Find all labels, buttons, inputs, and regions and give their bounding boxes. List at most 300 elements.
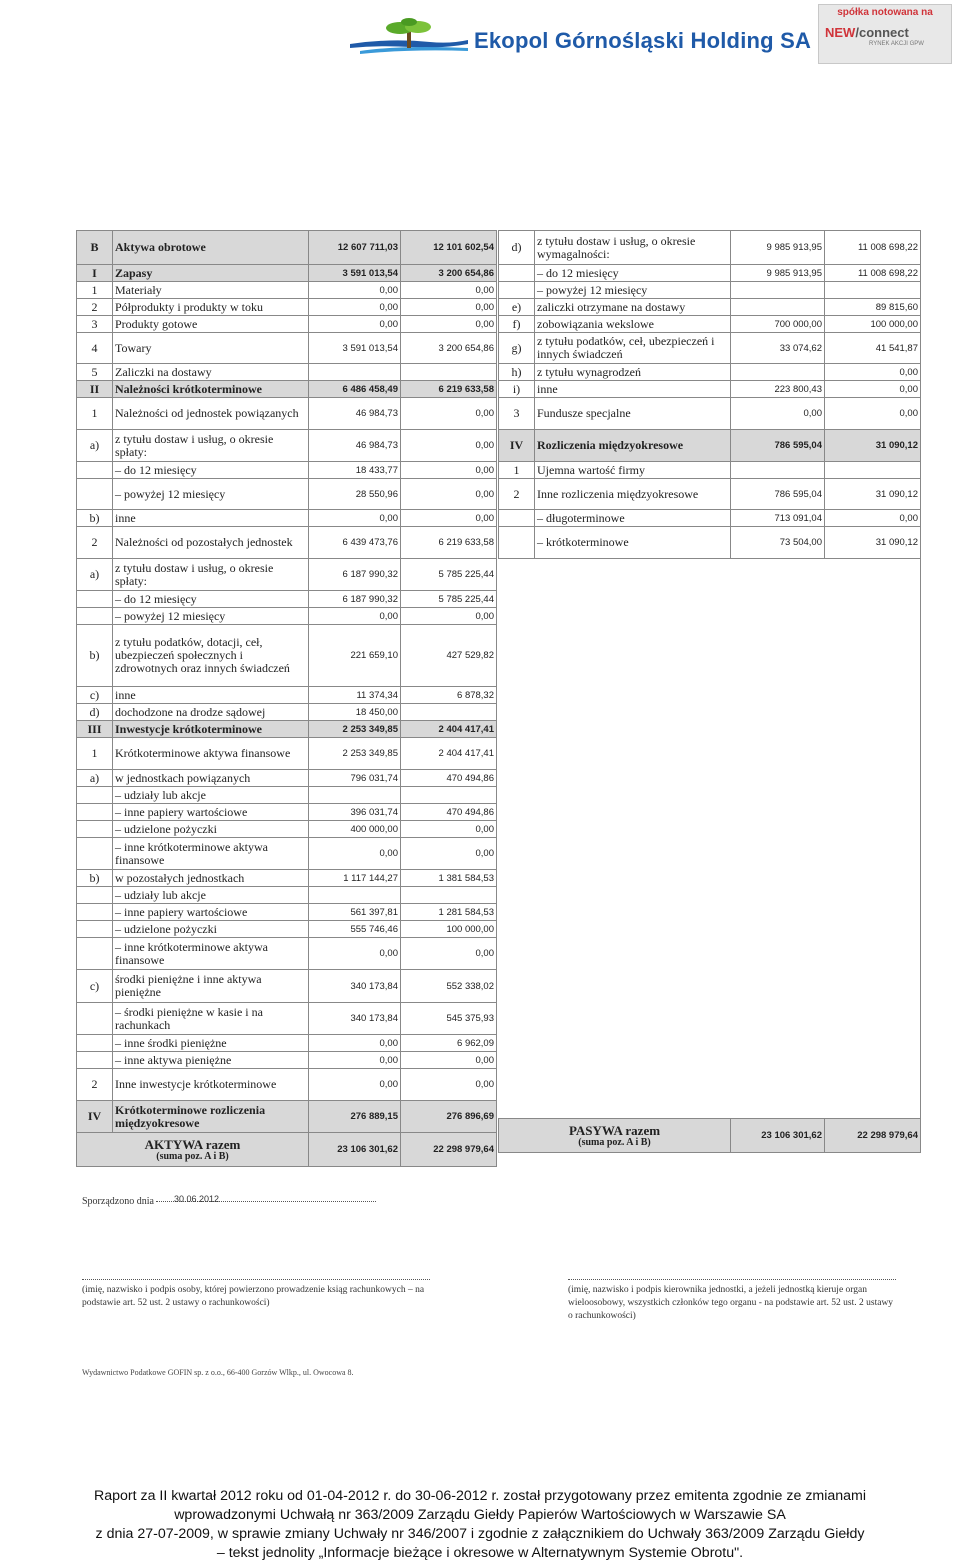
total-value-current: 23 106 301,62: [731, 1119, 825, 1153]
row-value-previous: 2 404 417,41: [401, 721, 497, 738]
row-value-previous: 3 200 654,86: [401, 265, 497, 282]
row-value-current: 12 607 711,03: [309, 231, 401, 265]
table-row: [77, 921, 497, 938]
row-code: b): [77, 870, 113, 887]
row-value-previous: 2 404 417,41: [401, 738, 497, 770]
signature-manager: [568, 1279, 896, 1323]
table-row: [77, 870, 497, 887]
row-value-current: 0,00: [731, 398, 825, 430]
listing-top-text: spółka notowana na: [837, 7, 933, 18]
row-value-previous: 0,00: [401, 282, 497, 299]
assets-table: [76, 230, 497, 1167]
row-value-previous: [401, 887, 497, 904]
row-value-previous: 0,00: [401, 510, 497, 527]
ekopol-tree-logo-icon: [350, 18, 470, 58]
table-row: [499, 265, 921, 282]
signature-accountant: [82, 1279, 430, 1310]
row-value-current: 223 800,43: [731, 381, 825, 398]
row-value-current: [731, 299, 825, 316]
table-row: [77, 838, 497, 870]
total-row: [499, 1119, 921, 1153]
row-label: Inne rozliczenia międzyokresowe: [535, 479, 731, 510]
table-row: [77, 1069, 497, 1101]
row-value-current: 713 091,04: [731, 510, 825, 527]
row-label: – do 12 miesięcy: [113, 591, 309, 608]
row-value-previous: 31 090,12: [825, 479, 921, 510]
row-value-current: [731, 462, 825, 479]
row-value-current: 0,00: [309, 1035, 401, 1052]
row-code: a): [77, 770, 113, 787]
row-code: d): [77, 704, 113, 721]
signature-manager-text: (imię, nazwisko i podpis kierownika jednostki, a jeżeli jednostką kieruje organ wieloosobowy, wszystkich członków tego organu - na podstawie art. 52 ust. 2 ustawy o rachunkowości): [568, 1285, 894, 1321]
row-value-current: [309, 364, 401, 381]
total-value-previous: 22 298 979,64: [825, 1119, 921, 1153]
row-value-previous: 6 878,32: [401, 687, 497, 704]
row-code: I: [77, 265, 113, 282]
footer-line-2: wprowadzonymi Uchwałą nr 363/2009 Zarządu Giełdy Papierów Wartościowych w Warszawie SA: [174, 1507, 786, 1523]
row-label: – środki pieniężne w kasie i na rachunkach: [113, 1003, 309, 1035]
row-value-previous: 1 381 584,53: [401, 870, 497, 887]
row-code: b): [77, 625, 113, 687]
row-value-previous: 12 101 602,54: [401, 231, 497, 265]
row-value-previous: 0,00: [401, 938, 497, 970]
row-label: z tytułu dostaw i usług, o okresie wymagalności:: [535, 231, 731, 265]
row-value-current: 400 000,00: [309, 821, 401, 838]
row-value-current: 46 984,73: [309, 430, 401, 462]
prepared-date: 30.06.2012: [174, 1194, 220, 1204]
signature-line: [82, 1279, 430, 1280]
row-code: 3: [77, 316, 113, 333]
row-value-previous: 0,00: [401, 1069, 497, 1101]
row-value-current: 276 889,15: [309, 1101, 401, 1133]
row-value-current: 18 433,77: [309, 462, 401, 479]
table-row: [77, 510, 497, 527]
row-label: Produkty gotowe: [113, 316, 309, 333]
row-label: Fundusze specjalne: [535, 398, 731, 430]
table-row: [77, 231, 497, 265]
table-row: [77, 887, 497, 904]
row-value-previous: 0,00: [825, 510, 921, 527]
signature-line: [568, 1279, 896, 1280]
row-value-current: 46 984,73: [309, 398, 401, 430]
row-code: 2: [77, 299, 113, 316]
row-code: [77, 1003, 113, 1035]
listing-main-suffix: connect: [858, 25, 909, 40]
row-value-current: 0,00: [309, 510, 401, 527]
row-label: – inne krótkoterminowe aktywa finansowe: [113, 938, 309, 970]
row-value-previous: 5 785 225,44: [401, 559, 497, 591]
row-value-previous: 11 008 698,22: [825, 265, 921, 282]
row-value-previous: 41 541,87: [825, 333, 921, 364]
row-value-current: 73 504,00: [731, 527, 825, 559]
row-label: z tytułu dostaw i usług, o okresie spłaty:: [113, 430, 309, 462]
row-value-current: 221 659,10: [309, 625, 401, 687]
listing-main-text: NEW/connect: [825, 25, 909, 40]
table-row: [77, 316, 497, 333]
table-row: [499, 381, 921, 398]
row-value-previous: 6 962,09: [401, 1035, 497, 1052]
row-label: Towary: [113, 333, 309, 364]
listing-main-prefix: NEW: [825, 25, 856, 40]
row-label: z tytułu wynagrodzeń: [535, 364, 731, 381]
row-value-current: 18 450,00: [309, 704, 401, 721]
table-row: [499, 430, 921, 462]
row-label: – powyżej 12 miesięcy: [113, 479, 309, 510]
row-value-previous: 1 281 584,53: [401, 904, 497, 921]
total-label-cell: [77, 1133, 309, 1167]
row-code: a): [77, 559, 113, 591]
row-value-current: 11 374,34: [309, 687, 401, 704]
row-value-current: 0,00: [309, 1069, 401, 1101]
row-code: f): [499, 316, 535, 333]
table-row: [77, 265, 497, 282]
row-label: inne: [535, 381, 731, 398]
table-row: [77, 1052, 497, 1069]
row-value-previous: 0,00: [825, 364, 921, 381]
row-value-current: 9 985 913,95: [731, 265, 825, 282]
row-value-current: 6 439 473,76: [309, 527, 401, 559]
table-row: [499, 282, 921, 299]
table-row: [77, 608, 497, 625]
empty-filler-cell: [499, 559, 921, 1119]
row-code: 3: [499, 398, 535, 430]
row-code: B: [77, 231, 113, 265]
row-value-previous: [401, 364, 497, 381]
total-label: AKTYWA razem: [144, 1136, 241, 1152]
row-code: d): [499, 231, 535, 265]
table-row: [77, 282, 497, 299]
row-label: zobowiązania wekslowe: [535, 316, 731, 333]
total-value-previous: 22 298 979,64: [401, 1133, 497, 1167]
row-code: [499, 265, 535, 282]
liabilities-table: [498, 230, 921, 1153]
total-label-cell: [499, 1119, 731, 1153]
table-row: [77, 591, 497, 608]
row-value-current: 3 591 013,54: [309, 333, 401, 364]
footer-line-3: z dnia 27-07-2009, w sprawie zmiany Uchwały nr 346/2007 i zgodnie z załącznikiem do Uchwały 363/2009 Zarządu Giełdy: [95, 1526, 865, 1542]
row-label: Należności od jednostek powiązanych: [113, 398, 309, 430]
row-label: Półprodukty i produkty w toku: [113, 299, 309, 316]
total-value-current: 23 106 301,62: [309, 1133, 401, 1167]
row-value-current: 561 397,81: [309, 904, 401, 921]
row-code: IV: [499, 430, 535, 462]
row-value-current: [731, 364, 825, 381]
row-value-current: 1 117 144,27: [309, 870, 401, 887]
row-code: IV: [77, 1101, 113, 1133]
table-row: [77, 381, 497, 398]
row-value-previous: 0,00: [825, 381, 921, 398]
row-code: 2: [77, 1069, 113, 1101]
row-label: – udzielone pożyczki: [113, 821, 309, 838]
row-code: 1: [77, 398, 113, 430]
row-code: [77, 1035, 113, 1052]
row-value-previous: 100 000,00: [401, 921, 497, 938]
newconnect-logo: [818, 4, 952, 64]
row-value-current: 6 187 990,32: [309, 559, 401, 591]
row-value-previous: 0,00: [825, 398, 921, 430]
row-label: inne: [113, 687, 309, 704]
row-code: 1: [499, 462, 535, 479]
table-row: [77, 970, 497, 1003]
row-value-previous: 6 219 633,58: [401, 381, 497, 398]
table-row: [77, 704, 497, 721]
row-value-previous: 0,00: [401, 1052, 497, 1069]
row-label: Materiały: [113, 282, 309, 299]
row-value-previous: 0,00: [401, 398, 497, 430]
row-label: Krótkoterminowe rozliczenia międzyokresowe: [113, 1101, 309, 1133]
row-code: [499, 282, 535, 299]
row-label: – do 12 miesięcy: [535, 265, 731, 282]
row-code: [499, 510, 535, 527]
row-label: – długoterminowe: [535, 510, 731, 527]
row-value-current: 6 187 990,32: [309, 591, 401, 608]
row-value-current: 396 031,74: [309, 804, 401, 821]
row-value-previous: 89 815,60: [825, 299, 921, 316]
table-row: [499, 316, 921, 333]
publisher-note: Wydawnictwo Podatkowe GOFIN sp. z o.o., 66-400 Gorzów Wlkp., ul. Owocowa 8.: [82, 1368, 354, 1377]
row-code: 1: [77, 738, 113, 770]
row-value-previous: 5 785 225,44: [401, 591, 497, 608]
row-value-current: 796 031,74: [309, 770, 401, 787]
row-value-current: 3 591 013,54: [309, 265, 401, 282]
row-code: b): [77, 510, 113, 527]
row-value-previous: 0,00: [401, 479, 497, 510]
table-row: [77, 462, 497, 479]
row-value-previous: 545 375,93: [401, 1003, 497, 1035]
row-code: [77, 921, 113, 938]
row-label: Zaliczki na dostawy: [113, 364, 309, 381]
row-value-current: 786 595,04: [731, 430, 825, 462]
table-row: [499, 299, 921, 316]
row-label: Inne inwestycje krótkoterminowe: [113, 1069, 309, 1101]
row-value-previous: 11 008 698,22: [825, 231, 921, 265]
table-row: [77, 1003, 497, 1035]
row-label: Aktywa obrotowe: [113, 231, 309, 265]
row-label: z tytułu podatków, ceł, ubezpieczeń i innych świadczeń: [535, 333, 731, 364]
row-code: III: [77, 721, 113, 738]
table-row: [77, 559, 497, 591]
row-value-current: 0,00: [309, 838, 401, 870]
table-row: [77, 904, 497, 921]
row-label: – udzielone pożyczki: [113, 921, 309, 938]
row-code: [77, 608, 113, 625]
table-row: [77, 1035, 497, 1052]
row-value-previous: 0,00: [401, 316, 497, 333]
row-value-previous: 0,00: [401, 821, 497, 838]
table-row: [77, 721, 497, 738]
total-sublabel: (suma poz. A i B): [578, 1136, 651, 1148]
table-row: [77, 821, 497, 838]
table-row: [499, 333, 921, 364]
table-row: [499, 510, 921, 527]
row-code: [77, 479, 113, 510]
table-row: [77, 687, 497, 704]
row-label: – do 12 miesięcy: [113, 462, 309, 479]
row-label: zaliczki otrzymane na dostawy: [535, 299, 731, 316]
row-label: inne: [113, 510, 309, 527]
total-row: [77, 1133, 497, 1167]
row-code: [499, 527, 535, 559]
row-code: 5: [77, 364, 113, 381]
row-code: c): [77, 687, 113, 704]
table-row: [77, 479, 497, 510]
table-row: [77, 738, 497, 770]
table-row: [77, 333, 497, 364]
row-value-current: 786 595,04: [731, 479, 825, 510]
table-row: [77, 787, 497, 804]
row-code: [77, 462, 113, 479]
row-label: Należności krótkoterminowe: [113, 381, 309, 398]
table-row: [77, 364, 497, 381]
row-value-current: 9 985 913,95: [731, 231, 825, 265]
row-value-previous: [825, 282, 921, 299]
row-value-previous: 470 494,86: [401, 804, 497, 821]
row-value-current: 33 074,62: [731, 333, 825, 364]
row-code: [77, 787, 113, 804]
row-label: – powyżej 12 miesięcy: [113, 608, 309, 625]
row-value-previous: [401, 704, 497, 721]
row-label: Ujemna wartość firmy: [535, 462, 731, 479]
row-value-current: 0,00: [309, 938, 401, 970]
row-value-previous: 0,00: [401, 462, 497, 479]
row-code: e): [499, 299, 535, 316]
total-label: PASYWA razem: [568, 1122, 661, 1138]
row-value-previous: 6 219 633,58: [401, 527, 497, 559]
row-label: – udziały lub akcje: [113, 787, 309, 804]
listing-sub-text: RYNEK AKCJI GPW: [869, 41, 924, 47]
row-label: środki pieniężne i inne aktywa pieniężne: [113, 970, 309, 1003]
row-value-previous: 31 090,12: [825, 527, 921, 559]
row-label: – powyżej 12 miesięcy: [535, 282, 731, 299]
total-sublabel: (suma poz. A i B): [156, 1150, 229, 1162]
row-value-previous: 0,00: [401, 608, 497, 625]
row-code: [77, 938, 113, 970]
row-value-previous: 0,00: [401, 838, 497, 870]
table-row: [77, 1101, 497, 1133]
row-label: Inwestycje krótkoterminowe: [113, 721, 309, 738]
row-value-previous: 427 529,82: [401, 625, 497, 687]
table-row: [77, 804, 497, 821]
row-code: [77, 838, 113, 870]
row-code: h): [499, 364, 535, 381]
table-row: [499, 364, 921, 381]
table-row: [77, 625, 497, 687]
row-code: [77, 591, 113, 608]
row-value-current: 0,00: [309, 316, 401, 333]
table-row: [499, 479, 921, 510]
company-name: Ekopol Górnośląski Holding SA: [474, 28, 812, 53]
row-value-current: [731, 282, 825, 299]
row-value-previous: 31 090,12: [825, 430, 921, 462]
row-value-previous: 3 200 654,86: [401, 333, 497, 364]
row-label: – inne środki pieniężne: [113, 1035, 309, 1052]
row-label: Zapasy: [113, 265, 309, 282]
row-value-current: 2 253 349,85: [309, 721, 401, 738]
row-label: – udziały lub akcje: [113, 887, 309, 904]
row-value-current: 6 486 458,49: [309, 381, 401, 398]
table-row: [77, 527, 497, 559]
row-value-current: 28 550,96: [309, 479, 401, 510]
row-code: II: [77, 381, 113, 398]
row-code: [77, 887, 113, 904]
row-value-current: 0,00: [309, 608, 401, 625]
prepared-date-line: [82, 1196, 376, 1207]
row-value-current: 555 746,46: [309, 921, 401, 938]
footer-line-1: Raport za II kwartał 2012 roku od 01-04-2012 r. do 30-06-2012 r. został przygotowany przez emitenta zgodnie ze zmianami: [93, 1488, 867, 1504]
row-code: 2: [499, 479, 535, 510]
table-row: [77, 770, 497, 787]
empty-filler-row: [499, 559, 921, 1119]
row-code: [77, 804, 113, 821]
prepared-label: Sporządzono dnia: [82, 1196, 154, 1207]
row-label: – inne krótkoterminowe aktywa finansowe: [113, 838, 309, 870]
row-code: [77, 904, 113, 921]
table-row: [77, 430, 497, 462]
row-label: Rozliczenia międzyokresowe: [535, 430, 731, 462]
row-label: dochodzone na drodze sądowej: [113, 704, 309, 721]
row-label: – inne aktywa pieniężne: [113, 1052, 309, 1069]
row-value-previous: 0,00: [401, 430, 497, 462]
row-code: c): [77, 970, 113, 1003]
row-code: i): [499, 381, 535, 398]
row-code: 4: [77, 333, 113, 364]
row-value-previous: 100 000,00: [825, 316, 921, 333]
row-code: 1: [77, 282, 113, 299]
row-value-previous: [401, 787, 497, 804]
row-value-previous: 470 494,86: [401, 770, 497, 787]
row-value-current: 2 253 349,85: [309, 738, 401, 770]
page-header: [0, 0, 960, 80]
row-label: w pozostałych jednostkach: [113, 870, 309, 887]
row-label: w jednostkach powiązanych: [113, 770, 309, 787]
table-row: [77, 299, 497, 316]
row-label: Należności od pozostałych jednostek: [113, 527, 309, 559]
row-label: z tytułu dostaw i usług, o okresie spłaty:: [113, 559, 309, 591]
table-row: [499, 527, 921, 559]
row-code: g): [499, 333, 535, 364]
report-footer: [0, 1487, 960, 1563]
row-code: 2: [77, 527, 113, 559]
row-value-current: 0,00: [309, 1052, 401, 1069]
row-value-previous: 0,00: [401, 299, 497, 316]
row-label: Krótkoterminowe aktywa finansowe: [113, 738, 309, 770]
row-value-current: 0,00: [309, 299, 401, 316]
table-row: [499, 398, 921, 430]
row-label: – inne papiery wartościowe: [113, 804, 309, 821]
row-value-current: 340 173,84: [309, 970, 401, 1003]
row-label: – krótkoterminowe: [535, 527, 731, 559]
table-row: [77, 398, 497, 430]
row-value-current: 0,00: [309, 282, 401, 299]
row-code: [77, 821, 113, 838]
footer-line-4: – tekst jednolity „Informacje bieżące i okresowe w Alternatywnym Systemie Obrotu".: [216, 1545, 744, 1561]
table-row: [77, 938, 497, 970]
row-value-current: 700 000,00: [731, 316, 825, 333]
row-code: [77, 1052, 113, 1069]
signature-accountant-text: (imię, nazwisko i podpis osoby, której powierzono prowadzenie ksiąg rachunkowych – na podstawie art. 52 ust. 2 ustawy o rachunkowości): [82, 1285, 425, 1308]
row-value-previous: 552 338,02: [401, 970, 497, 1003]
row-label: z tytułu podatków, dotacji, ceł, ubezpieczeń społecznych i zdrowotnych oraz innych świadczeń: [113, 625, 309, 687]
row-value-current: 340 173,84: [309, 1003, 401, 1035]
row-value-previous: [825, 462, 921, 479]
row-value-current: [309, 887, 401, 904]
row-label: – inne papiery wartościowe: [113, 904, 309, 921]
table-row: [499, 231, 921, 265]
row-value-current: [309, 787, 401, 804]
table-row: [499, 462, 921, 479]
row-value-previous: 276 896,69: [401, 1101, 497, 1133]
row-code: a): [77, 430, 113, 462]
